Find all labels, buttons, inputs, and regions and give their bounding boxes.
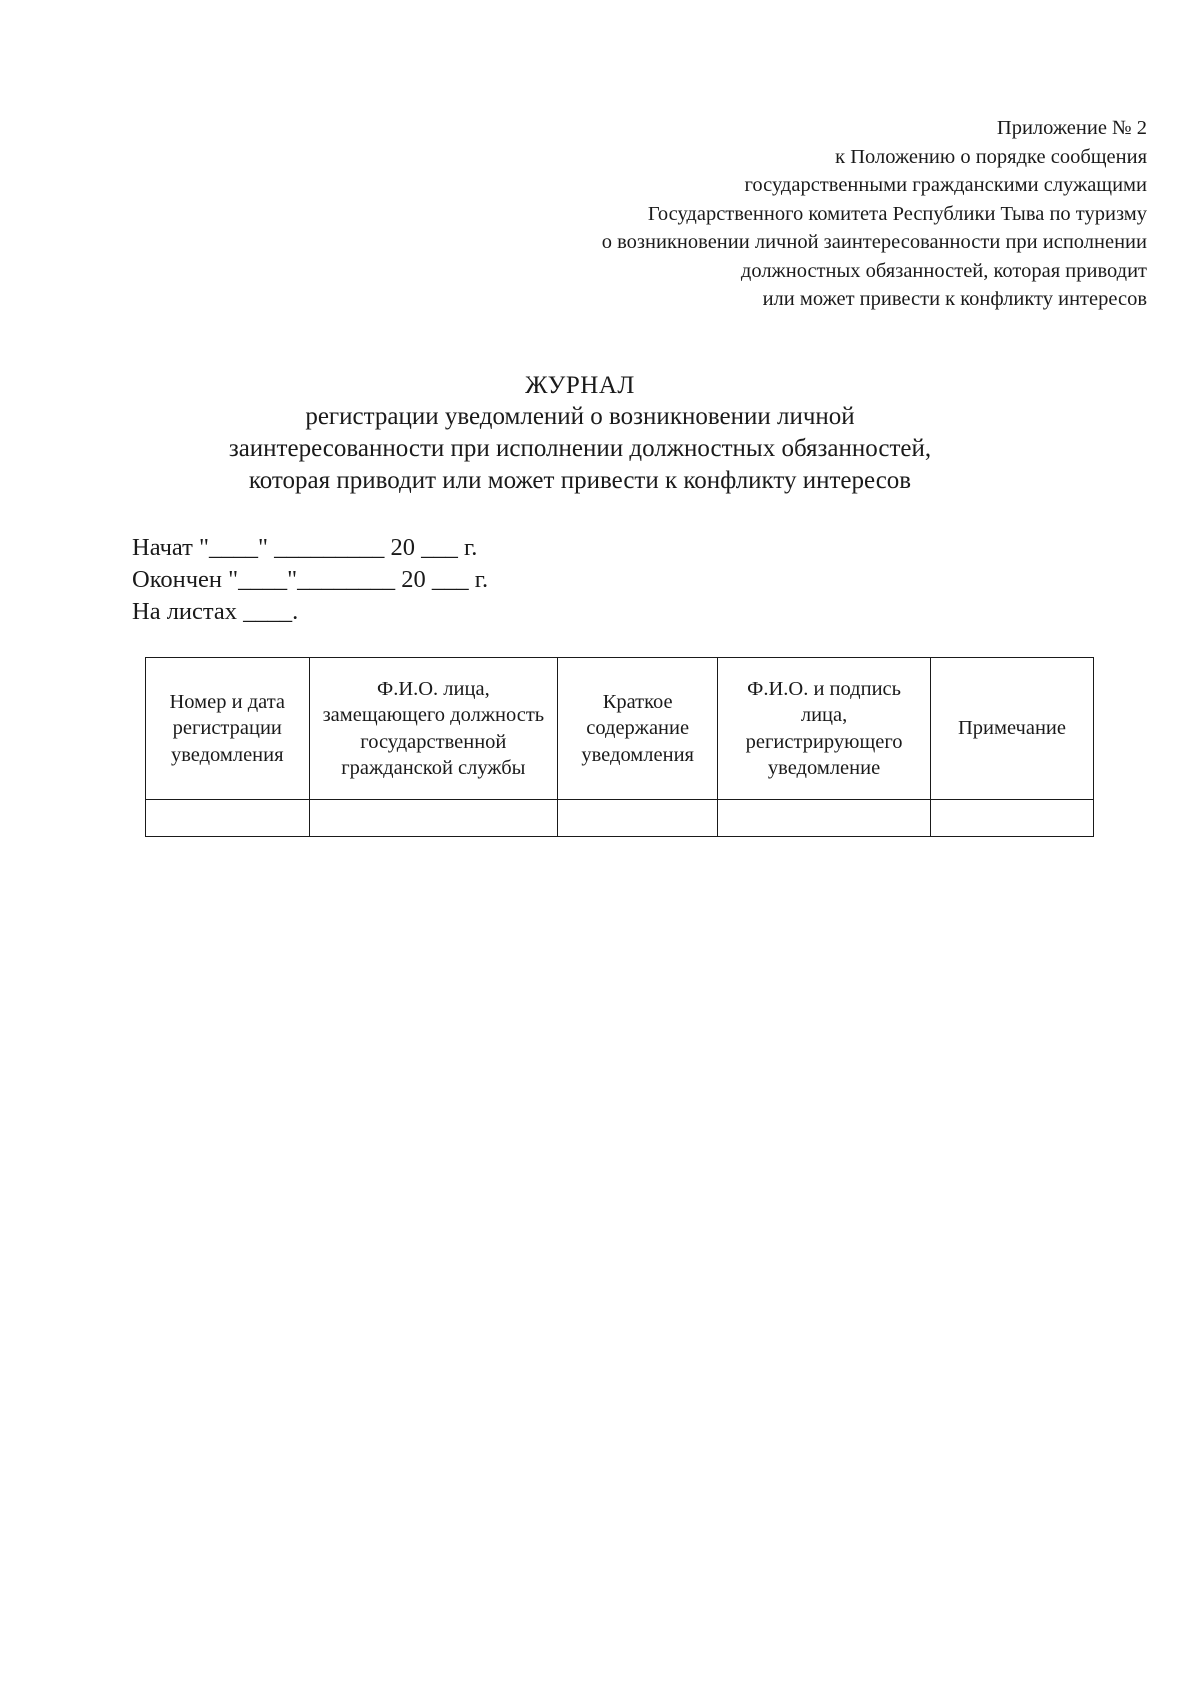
journal-meta bbox=[132, 532, 488, 628]
table-cell bbox=[558, 800, 718, 837]
title-sub-line: регистрации уведомлений о возникновении личной bbox=[305, 403, 855, 430]
table-row bbox=[146, 800, 1094, 837]
column-header: Краткое содержание уведомления bbox=[558, 658, 718, 800]
title-main: ЖУРНАЛ bbox=[525, 372, 635, 399]
appendix-block bbox=[427, 114, 1147, 314]
title-sub-line: заинтересованности при исполнении должностных обязанностей, bbox=[228, 435, 932, 462]
column-header: Номер и дата регистрации уведомления bbox=[146, 658, 310, 800]
title-sub-line: которая приводит или может привести к конфликту интересов bbox=[248, 467, 912, 494]
table-cell bbox=[718, 800, 931, 837]
column-header: Ф.И.О. лица, замещающего должность государственной гражданской службы bbox=[309, 658, 558, 800]
ended-line: Окончен "____"________ 20 ___ г. bbox=[132, 566, 489, 593]
table-cell bbox=[309, 800, 558, 837]
appendix-line: государственными гражданскими служащими bbox=[744, 174, 1147, 196]
appendix-line: к Положению о порядке сообщения bbox=[835, 145, 1147, 168]
sheets-line: На листах ____. bbox=[132, 598, 299, 625]
appendix-line: должностных обязанностей, которая приводит bbox=[740, 259, 1147, 282]
column-header: Примечание bbox=[930, 658, 1093, 800]
table-cell bbox=[146, 800, 310, 837]
document-title bbox=[0, 370, 1160, 497]
started-line: Начат "____" _________ 20 ___ г. bbox=[132, 534, 478, 561]
column-header: Ф.И.О. и подпись лица, регистрирующего уведомление bbox=[718, 658, 931, 800]
appendix-line: о возникновении личной заинтересованности при исполнении bbox=[601, 231, 1147, 253]
appendix-line: Приложение № 2 bbox=[996, 117, 1147, 139]
table-cell bbox=[930, 800, 1093, 837]
appendix-line: Государственного комитета Республики Тыва по туризму bbox=[647, 202, 1147, 225]
registration-table bbox=[145, 657, 1094, 837]
appendix-line: или может привести к конфликту интересов bbox=[762, 288, 1147, 310]
table-header-row bbox=[146, 658, 1094, 800]
